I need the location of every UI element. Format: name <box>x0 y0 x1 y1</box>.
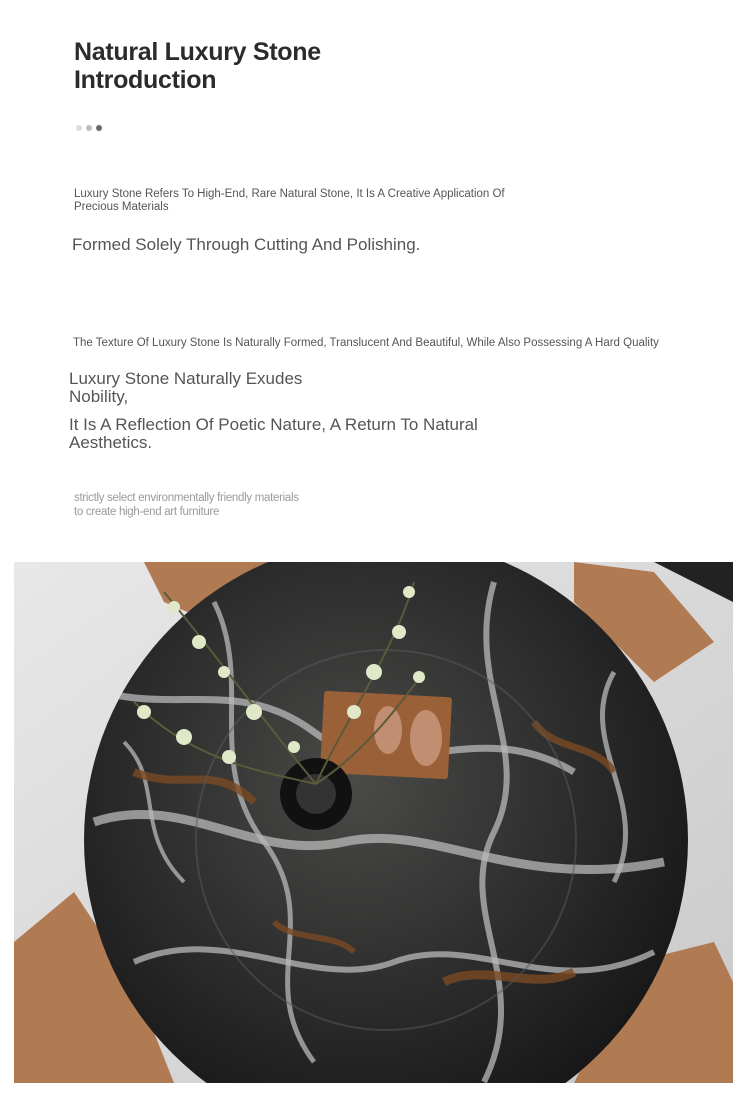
texture-text: The Texture Of Luxury Stone Is Naturally Formed, Translucent And Beautiful, While Also Possessing A Hard Quality <box>73 337 659 349</box>
dot-indicator <box>76 125 82 131</box>
glass-cup <box>410 710 442 766</box>
intro-subtext: Formed Solely Through Cutting And Polishing. <box>72 235 421 254</box>
marble-table-illustration <box>14 562 733 1083</box>
materials-line-1: strictly select environmentally friendly materials <box>74 492 299 504</box>
marble-table-photo <box>14 562 733 1083</box>
materials-line-2: to create high-end art furniture <box>74 506 220 518</box>
marble-tabletop <box>84 562 688 1083</box>
intro-text: Luxury Stone Refers To High-End, Rare Natural Stone, It Is A Creative Application Of Precious Materials <box>74 188 505 213</box>
carousel-dots <box>76 125 102 131</box>
poetic-text: It Is A Reflection Of Poetic Nature, A Return To Natural Aesthetics. <box>69 415 478 452</box>
materials-text <box>74 491 334 519</box>
page-title: Natural Luxury Stone Introduction <box>74 38 321 94</box>
dot-indicator <box>86 125 92 131</box>
nobility-text: Luxury Stone Naturally Exudes Nobility, <box>69 369 303 406</box>
dot-indicator <box>96 125 102 131</box>
